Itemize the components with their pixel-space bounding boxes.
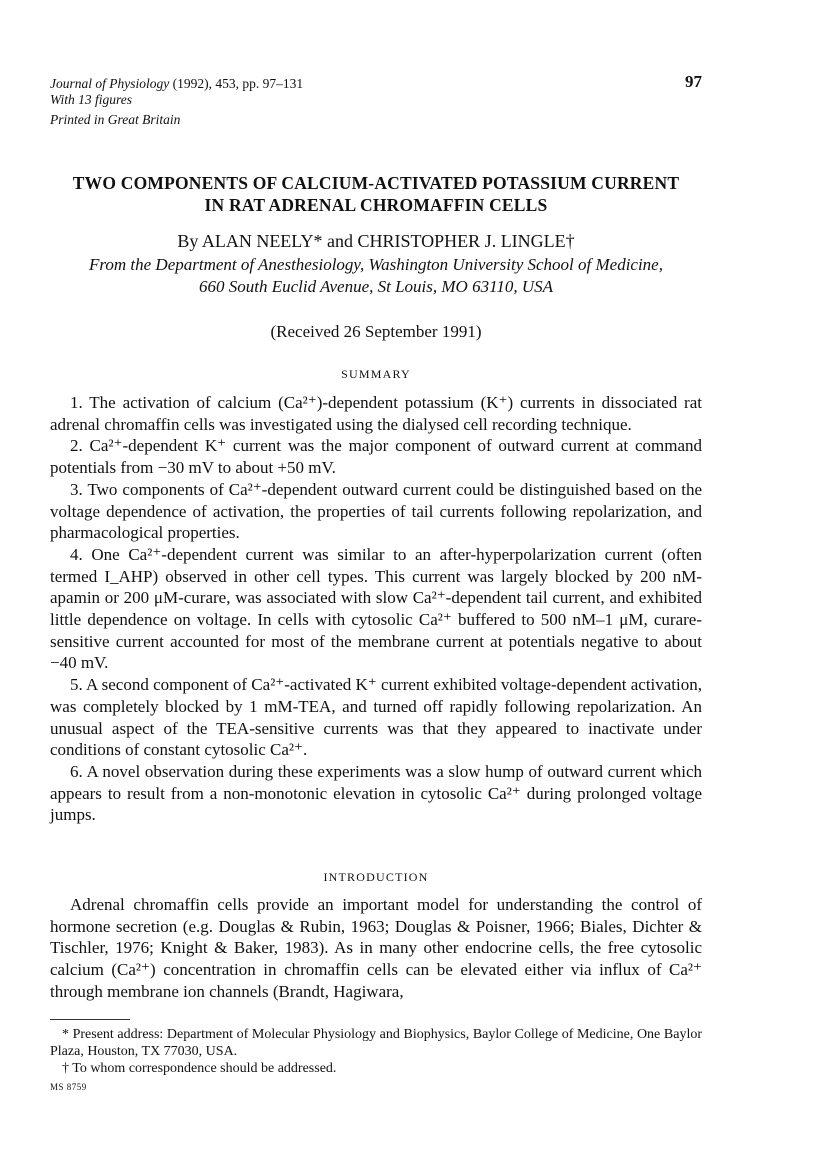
affiliation-line-2: 660 South Euclid Avenue, St Louis, MO 63110, USA <box>199 277 553 296</box>
affiliation <box>50 254 702 298</box>
introduction-paragraph: Adrenal chromaffin cells provide an important model for understanding the control of hormone secretion (e.g. Douglas & Rubin, 1963; Douglas & Poisner, 1966; Biales, Dichter & Tischler, 1976; Knight & Baker, 1983). As in many other endocrine cells, the free cytosolic calcium (Ca²⁺) concentration in chromaffin cells can be elevated either via influx of Ca²⁺ through membrane ion channels (Brandt, Hagiwara, <box>50 895 702 1001</box>
summary-point: 4. One Ca²⁺-dependent current was similar to an after-hyperpolarization current (often termed I_AHP) observed in other cell types. This current was largely blocked by 200 nM-apamin or 200 μM-curare, was associated with slow Ca²⁺-dependent tail current, and exhibited little dependence on voltage. In cells with cytosolic Ca²⁺ buffered to 500 nM–1 μM, curare-sensitive current accounted for most of the membrane current at potentials negative to about −40 mV. <box>50 544 702 673</box>
manuscript-number: MS 8759 <box>50 1082 87 1092</box>
paper-title <box>50 172 702 216</box>
summary-point: 6. A novel observation during these experiments was a slow hump of outward current which appears to result from a non-monotonic elevation in cytosolic Ca²⁺ during prolonged voltage jumps. <box>50 761 702 825</box>
introduction-heading: INTRODUCTION <box>323 870 429 884</box>
title-line-2: IN RAT ADRENAL CHROMAFFIN CELLS <box>204 195 548 215</box>
summary-body <box>50 392 702 826</box>
summary-point: 1. The activation of calcium (Ca²⁺)-dependent potassium (K⁺) currents in dissociated rat adrenal chromaffin cells was investigated using the dialysed cell recording technique. <box>50 393 702 434</box>
introduction-body <box>50 894 702 1003</box>
footnote-rule <box>50 1019 130 1020</box>
summary-heading: SUMMARY <box>341 367 411 381</box>
authors: By ALAN NEELY* and CHRISTOPHER J. LINGLE† <box>177 231 575 251</box>
summary-point: 2. Ca²⁺-dependent K⁺ current was the major component of outward current at command potentials from −30 mV to about +50 mV. <box>50 436 702 478</box>
citation-line <box>50 72 702 92</box>
footnote-present-address: * Present address: Department of Molecular Physiology and Biophysics, Baylor College of Medicine, One Baylor Plaza, Houston, TX 77030, USA. <box>50 1027 702 1059</box>
page-number: 97 <box>685 72 702 91</box>
printed-location: Printed in Great Britain <box>50 112 181 127</box>
summary-point: 3. Two components of Ca²⁺-dependent outward current could be distinguished based on the voltage dependence of activation, the properties of tail currents following repolarization, and pharmacological properties. <box>50 479 702 543</box>
journal-header <box>50 72 702 128</box>
footnote-correspondence: † To whom correspondence should be addressed. <box>62 1061 337 1076</box>
received-date: (Received 26 September 1991) <box>270 322 482 341</box>
figures-count: With 13 figures <box>50 92 133 107</box>
footnotes <box>50 1026 702 1077</box>
journal-name: Journal of Physiology <box>50 76 170 91</box>
citation-details: (1992), 453, pp. 97–131 <box>169 76 304 91</box>
summary-point: 5. A second component of Ca²⁺-activated K⁺ current exhibited voltage-dependent activation, was completely blocked by 1 mM-TEA, and turned off rapidly following repolarization. An unusual aspect of the TEA-sensitive currents was that they appeared to inactivate under conditions of constant cytosolic Ca²⁺. <box>50 675 703 760</box>
affiliation-line-1: From the Department of Anesthesiology, Washington University School of Medicine, <box>89 255 663 274</box>
title-line-1: TWO COMPONENTS OF CALCIUM-ACTIVATED POTASSIUM CURRENT <box>72 173 680 193</box>
